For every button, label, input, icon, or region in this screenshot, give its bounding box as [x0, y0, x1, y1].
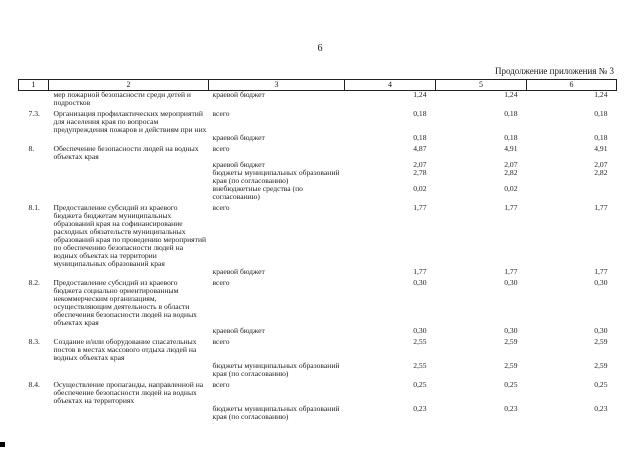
column-header: 6 — [527, 80, 617, 91]
value-col-5: 1,77 — [504, 267, 518, 276]
value-col-6 — [527, 185, 617, 201]
table-row — [19, 169, 617, 185]
appendix-table — [18, 79, 617, 421]
value-col-6: 0,25 — [594, 380, 608, 389]
value-col-5: 0,25 — [504, 380, 518, 389]
table-row — [19, 134, 617, 142]
funding-source: краевой бюджет — [212, 90, 265, 99]
row-description: Обеспечение безопасности людей на водных объектах края — [53, 144, 199, 161]
value-col-4: 1,77 — [413, 267, 427, 276]
value-col-5: 0,18 — [504, 133, 518, 142]
value-col-6: 2,82 — [594, 168, 608, 177]
row-description — [49, 161, 209, 169]
funding-source: бюджеты муниципальных образований края (по согласованию) — [212, 404, 340, 421]
column-header: 2 — [49, 80, 209, 91]
row-number — [19, 91, 49, 108]
row-number: 8. — [28, 144, 35, 153]
row-number — [19, 362, 49, 378]
value-col-4: 0,23 — [413, 404, 427, 413]
value-col-6: 0,23 — [594, 404, 608, 413]
table-header-row — [19, 80, 617, 91]
value-col-5: 2,59 — [504, 361, 518, 370]
table-row — [19, 91, 617, 108]
value-col-5: 0,30 — [504, 278, 518, 287]
row-description: Предоставление субсидий из краевого бюджета бюджетам муниципальных образований края на софинансирование расходных обязательств муниципальных образований края по проведению мероприятий по обеспечению безопасности людей на водных объектах на территории муниципальных образований края — [53, 203, 207, 268]
value-col-5: 2,07 — [504, 160, 518, 169]
funding-source: всего — [212, 337, 230, 346]
column-header: 1 — [19, 80, 49, 91]
row-description: мер пожарной безопасности среди детей и подростков — [53, 90, 191, 107]
row-description — [49, 405, 209, 421]
row-number — [19, 134, 49, 142]
table-row — [19, 279, 617, 327]
funding-source: бюджеты муниципальных образований края (по согласованию) — [212, 361, 340, 378]
funding-source: краевой бюджет — [212, 160, 265, 169]
funding-source: всего — [212, 380, 230, 389]
value-col-5: 2,59 — [504, 337, 518, 346]
table-row — [19, 338, 617, 362]
value-col-6: 1,24 — [594, 90, 608, 99]
continuation-label: Продолжение приложения № 3 — [494, 66, 614, 76]
funding-source: всего — [212, 144, 230, 153]
page-number: 6 — [317, 43, 323, 54]
value-col-4: 2,55 — [413, 337, 427, 346]
value-col-4: 0,30 — [413, 278, 427, 287]
value-col-6: 0,18 — [594, 109, 608, 118]
funding-source: краевой бюджет — [212, 133, 265, 142]
row-description: Предоставление субсидий из краевого бюджета социально ориентированным некоммерческим организациям, осуществляющим деятельность в области обеспечения безопасности людей на водных объектах края — [53, 278, 197, 327]
funding-source: краевой бюджет — [212, 326, 265, 335]
table-row — [19, 362, 617, 378]
value-col-5: 2,82 — [504, 168, 518, 177]
table-row — [19, 381, 617, 405]
value-col-4: 0,02 — [413, 184, 427, 193]
funding-source: внебюджетные средства (по согласованию) — [212, 184, 303, 201]
value-col-6: 2,07 — [594, 160, 608, 169]
value-col-4: 0,18 — [413, 109, 427, 118]
value-col-4: 2,55 — [413, 361, 427, 370]
column-header: 4 — [345, 80, 436, 91]
row-number — [19, 268, 49, 276]
row-description — [49, 134, 209, 142]
table-row — [19, 327, 617, 335]
value-col-4: 0,18 — [413, 133, 427, 142]
row-description — [49, 268, 209, 276]
funding-source: бюджеты муниципальных образований края (по согласованию) — [212, 168, 340, 185]
row-number — [19, 327, 49, 335]
table-row — [19, 405, 617, 421]
funding-source: краевой бюджет — [212, 267, 265, 276]
value-col-5: 1,24 — [504, 90, 518, 99]
row-number — [19, 405, 49, 421]
row-number: 8.2. — [28, 278, 40, 287]
funding-source: всего — [212, 109, 230, 118]
column-header: 3 — [209, 80, 345, 91]
value-col-6: 2,59 — [594, 361, 608, 370]
table-row — [19, 110, 617, 134]
value-col-5: 0,18 — [504, 109, 518, 118]
row-description: Организация профилактических мероприятий для населения края по вопросам предупреждения пожаров и действиям при них — [53, 109, 207, 134]
value-col-5: 4,91 — [504, 144, 518, 153]
value-col-5: 0,02 — [504, 184, 518, 193]
funding-source: всего — [212, 203, 230, 212]
row-number — [19, 169, 49, 185]
value-col-6: 0,18 — [594, 133, 608, 142]
value-col-4: 0,30 — [413, 326, 427, 335]
value-col-4: 0,25 — [413, 380, 427, 389]
row-number: 8.1. — [28, 203, 40, 212]
funding-source: всего — [212, 278, 230, 287]
value-col-6: 1,77 — [594, 267, 608, 276]
value-col-6: 1,77 — [594, 203, 608, 212]
value-col-4: 2,07 — [413, 160, 427, 169]
table-row — [19, 268, 617, 276]
value-col-6: 0,30 — [594, 278, 608, 287]
row-number: 8.4. — [28, 380, 40, 389]
value-col-6: 2,59 — [594, 337, 608, 346]
value-col-5: 0,23 — [504, 404, 518, 413]
row-number: 7.3. — [28, 109, 40, 118]
value-col-6: 4,91 — [594, 144, 608, 153]
table-row — [19, 185, 617, 201]
column-header: 5 — [436, 80, 527, 91]
row-number — [19, 185, 49, 201]
row-number — [19, 161, 49, 169]
row-number: 8.3. — [28, 337, 40, 346]
table-row — [19, 145, 617, 161]
value-col-5: 0,30 — [504, 326, 518, 335]
row-description — [49, 327, 209, 335]
table-row — [19, 204, 617, 268]
row-description: Создание и/или оборудование спасательных постов в местах массового отдыха людей на водных объектах края — [53, 337, 197, 362]
value-col-4: 4,87 — [413, 144, 427, 153]
row-description — [49, 185, 209, 201]
value-col-4: 1,77 — [413, 203, 427, 212]
value-col-4: 1,24 — [413, 90, 427, 99]
scan-mark — [0, 442, 5, 447]
value-col-5: 1,77 — [504, 203, 518, 212]
row-description — [49, 169, 209, 185]
value-col-6: 0,30 — [594, 326, 608, 335]
table-body — [19, 91, 617, 422]
row-description — [49, 362, 209, 378]
value-col-4: 2,78 — [413, 168, 427, 177]
row-description: Осуществление пропаганды, направленной на обеспечение безопасности людей на водных объектах на территориях — [53, 380, 204, 405]
